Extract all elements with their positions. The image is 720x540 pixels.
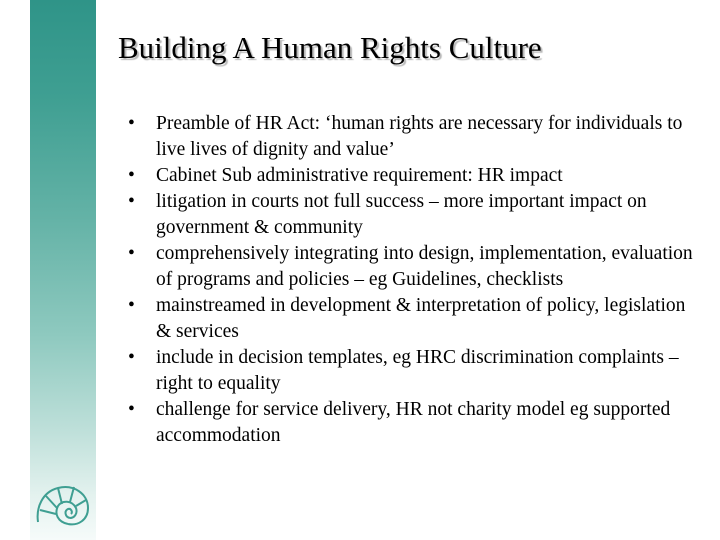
bullet-text: Preamble of HR Act: ‘human rights are necessary for individuals to live lives of dignity and value’: [156, 113, 683, 160]
bullet-text: include in decision templates, eg HRC discrimination complaints – right to equality: [156, 347, 679, 394]
decorative-sidebar: [30, 0, 96, 540]
bullet-item: [128, 111, 698, 163]
bullet-marker: •: [128, 295, 135, 316]
bullet-marker: •: [128, 347, 135, 368]
bullet-item: [128, 293, 698, 345]
bullet-list: [128, 111, 698, 449]
bullet-marker: •: [128, 113, 135, 134]
nautilus-shell-icon: [32, 478, 94, 530]
bullet-item: [128, 189, 698, 241]
bullet-text: challenge for service delivery, HR not charity model eg supported accommodation: [156, 399, 671, 446]
bullet-marker: •: [128, 243, 135, 264]
bullet-marker: •: [128, 191, 135, 212]
bullet-item: [128, 397, 698, 449]
bullet-text: mainstreamed in development & interpretation of policy, legislation & services: [156, 295, 686, 342]
bullet-item: [128, 163, 698, 189]
bullet-text: litigation in courts not full success – more important impact on government & community: [156, 191, 647, 238]
bullet-text: comprehensively integrating into design, implementation, evaluation of programs and policies – eg Guidelines, checklists: [156, 243, 693, 290]
bullet-item: [128, 241, 698, 293]
bullet-text: Cabinet Sub administrative requirement: HR impact: [156, 165, 563, 186]
bullet-marker: •: [128, 165, 135, 186]
bullet-marker: •: [128, 399, 135, 420]
slide-title: Building A Human Rights Culture: [118, 30, 542, 65]
bullet-item: [128, 345, 698, 397]
